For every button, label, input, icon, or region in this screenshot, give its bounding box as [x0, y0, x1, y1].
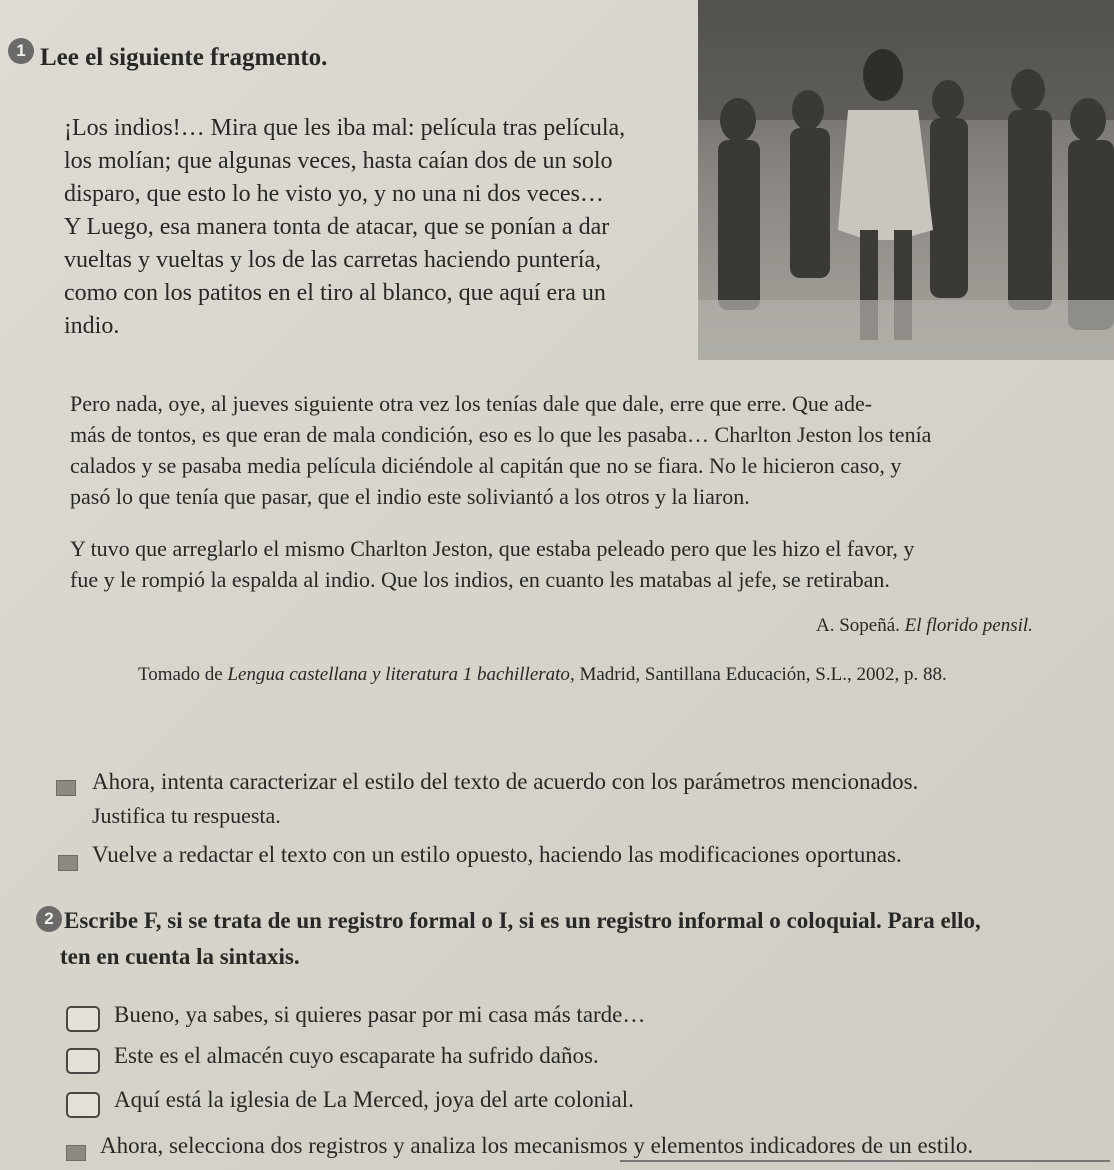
register-item: Bueno, ya sabes, si quieres pasar por mi casa más tarde… [114, 1002, 646, 1027]
register-item: Este es el almacén cuyo escaparate ha sufrido daños. [114, 1043, 599, 1068]
text-line: más de tontos, es que eran de mala condición, eso es lo que les pasaba… Charlton Jeston los tenía [70, 422, 932, 447]
answer-checkbox[interactable] [66, 1092, 100, 1118]
text-line: como con los patitos en el tiro al blanco, que aquí era un [64, 280, 606, 306]
task-square-icon [56, 780, 76, 796]
author-credit [816, 615, 1033, 637]
source-suffix: , Madrid, Santillana Educación, S.L., 2002, p. 88. [569, 664, 947, 685]
film-still-photo [698, 0, 1114, 360]
final-task-text: Ahora, selecciona dos registros y analiza los mecanismos y elementos indicadores de un estilo. [100, 1133, 974, 1158]
answer-line [620, 1160, 1110, 1162]
exercise-heading: Lee el siguiente fragmento. [40, 44, 328, 71]
task-1-continuation: Justifica tu respuesta. [92, 803, 281, 828]
task-square-icon [66, 1145, 86, 1161]
text-line: los molían; que algunas veces, hasta caían dos de un solo [64, 148, 613, 174]
paragraph-3 [70, 533, 1110, 595]
author-name: A. Sopeñá. [816, 615, 900, 636]
exercise-heading-continuation: ten en cuenta la sintaxis. [60, 944, 300, 969]
text-line: disparo, que esto lo he visto yo, y no una ni dos veces… [64, 181, 604, 207]
answer-checkbox[interactable] [66, 1048, 100, 1074]
register-item: Aquí está la iglesia de La Merced, joya del arte colonial. [114, 1087, 634, 1112]
text-line: Y tuvo que arreglarlo el mismo Charlton Jeston, que estaba peleado pero que les hizo el favor, y [70, 536, 915, 561]
text-line: pasó lo que tenía que pasar, que el indio este soliviantó a los otros y la liaron. [70, 484, 750, 509]
text-line: Y Luego, esa manera tonta de atacar, que se ponían a dar [64, 214, 610, 240]
text-line: vueltas y vueltas y los de las carretas haciendo puntería, [64, 247, 602, 273]
paragraph-2 [70, 388, 1110, 512]
exercise-heading: Escribe F, si se trata de un registro formal o I, si es un registro informal o coloquial. Para ello, [64, 908, 981, 933]
text-line: ¡Los indios!… Mira que les iba mal: película tras película, [64, 115, 626, 141]
source-title: Lengua castellana y literatura 1 bachillerato [227, 664, 570, 685]
task-2-text: Vuelve a redactar el texto con un estilo opuesto, haciendo las modificaciones oportunas. [92, 842, 902, 867]
exercise-number-badge: 2 [36, 906, 62, 932]
exercise-number-badge: 1 [8, 38, 34, 64]
task-1-text: Ahora, intenta caracterizar el estilo del texto de acuerdo con los parámetros mencionados. [92, 769, 919, 794]
paragraph-1 [64, 112, 704, 343]
text-line: fue y le rompió la espalda al indio. Que los indios, en cuanto les matabas al jefe, se retiraban. [70, 567, 890, 592]
answer-checkbox[interactable] [66, 1006, 100, 1032]
source-prefix: Tomado de [138, 664, 228, 685]
text-line: indio. [64, 313, 120, 339]
text-line: calados y se pasaba media película diciéndole al capitán que no se fiara. No le hicieron caso, y [70, 453, 902, 478]
text-line: Pero nada, oye, al jueves siguiente otra vez los tenías dale que dale, erre que erre. Que ade- [70, 391, 873, 416]
source-credit [138, 664, 947, 686]
task-square-icon [58, 855, 78, 871]
film-still-image [698, 0, 1114, 360]
work-title: El florido pensil. [904, 615, 1033, 636]
